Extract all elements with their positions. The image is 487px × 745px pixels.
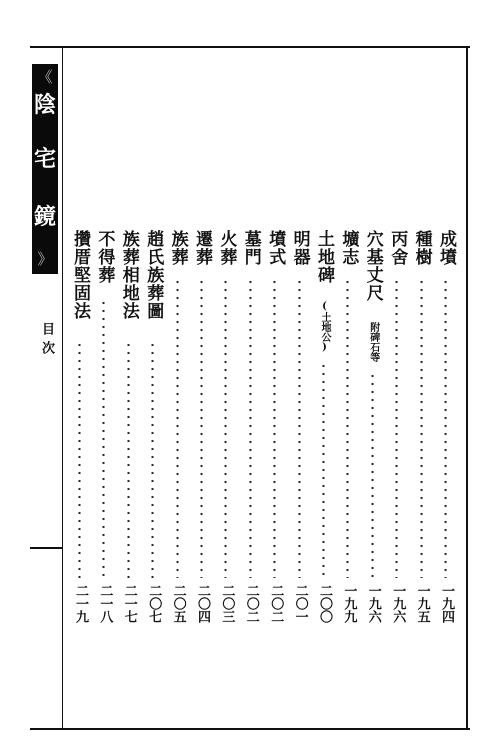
book-title-block — [32, 64, 58, 274]
toc-entry[interactable] — [338, 230, 358, 640]
toc-leader-dots — [78, 341, 81, 578]
toc-entry[interactable] — [119, 230, 139, 640]
toc-leader-dots — [176, 278, 179, 578]
toc-entry[interactable] — [143, 230, 163, 640]
toc-entry-page-number: 二〇二 — [268, 584, 284, 623]
toc-leader-dots — [444, 278, 447, 578]
toc-entry-title: 明器 — [289, 230, 310, 266]
toc-entry-title: 種樹 — [411, 230, 432, 266]
toc-leader-dots — [346, 278, 349, 578]
toc-entry-page-number: 二〇四 — [195, 584, 210, 623]
toc-leader-dots — [224, 278, 227, 578]
toc-entry-page-number: 二一七 — [121, 584, 137, 623]
toc-entry-title: 族葬 — [167, 230, 188, 266]
toc-entry[interactable] — [192, 230, 212, 640]
toc-leader-dots — [200, 278, 203, 578]
toc-entry-page-number: 一九五 — [414, 584, 430, 623]
toc-leader-dots — [273, 278, 276, 578]
toc-entry[interactable] — [387, 230, 407, 640]
toc-entry[interactable] — [168, 230, 188, 640]
toc-leader-dots — [151, 341, 154, 578]
toc-entry-title: 成墳 — [436, 230, 456, 266]
toc-leader-dots — [420, 278, 423, 578]
toc-entry-title: 壙志 — [338, 230, 359, 266]
toc-leader-dots — [127, 341, 130, 578]
toc-entry[interactable] — [412, 230, 432, 640]
top-rule — [30, 46, 470, 48]
toc-entry-title: 不得葬 — [94, 230, 115, 284]
section-label: 目次 — [39, 322, 54, 360]
toc-entry-title: 穴基丈尺 — [362, 230, 383, 302]
toc-entry-page-number: 二〇七 — [146, 584, 162, 623]
toc-entry-page-number: 二〇二 — [243, 584, 259, 623]
title-char-1: 陰 — [33, 92, 56, 118]
toc-entry[interactable] — [436, 230, 456, 640]
toc-leader-dots — [249, 278, 252, 578]
bottom-rule — [30, 728, 470, 730]
toc-entry-title: 趙氏族葬圖 — [143, 230, 164, 320]
title-char-3: 鏡 — [33, 204, 56, 230]
toc-entry-page-number: 二〇三 — [219, 584, 235, 623]
side-tick — [30, 547, 62, 549]
toc-entry-page-number: 二〇五 — [170, 584, 186, 623]
toc-leader-dots — [371, 372, 374, 578]
close-title-mark: 》 — [37, 250, 53, 268]
toc-entry-title: 丙舍 — [387, 230, 408, 266]
title-char-2: 宅 — [33, 146, 56, 172]
toc-entry[interactable] — [216, 230, 236, 640]
toc-entry[interactable] — [290, 230, 310, 640]
toc-entry-title: 遷葬 — [192, 230, 212, 266]
toc-entry-title: 墳式 — [265, 230, 286, 266]
toc-entry-page-number: 二一八 — [97, 584, 113, 623]
page-right-edge — [466, 46, 468, 730]
open-title-mark: 《 — [37, 68, 53, 86]
toc-entry-note: (土地公) — [319, 301, 330, 353]
spine-divider — [62, 46, 63, 730]
toc-entry-page-number: 二〇一 — [292, 584, 308, 623]
toc-entry-page-number: 一九四 — [439, 584, 454, 623]
toc-entry[interactable] — [241, 230, 261, 640]
toc-leader-dots — [298, 278, 301, 578]
toc-leader-dots — [102, 299, 105, 578]
toc-entry-page-number: 一九六 — [365, 584, 381, 623]
toc-entry-title: 土地碑 — [314, 230, 334, 284]
toc-entry-title: 族葬相地法 — [118, 230, 139, 320]
toc-entry-page-number: 一九九 — [341, 584, 357, 623]
toc-entry[interactable] — [94, 230, 114, 640]
toc-entry-page-number: 二〇〇 — [317, 584, 332, 623]
toc-entry-title: 火葬 — [216, 230, 237, 266]
toc-entry[interactable] — [265, 230, 285, 640]
toc-entry[interactable] — [363, 230, 383, 640]
toc-entry-page-number: 二一九 — [73, 584, 88, 623]
toc-entry-note: 附碑石等 — [367, 322, 379, 362]
toc-leader-dots — [395, 278, 398, 578]
toc-entry[interactable] — [70, 230, 90, 640]
toc-entry-title: 攢厝堅固法 — [70, 230, 90, 320]
toc-entry-title: 墓門 — [240, 230, 261, 266]
toc-entry-page-number: 一九六 — [390, 584, 406, 623]
toc-entry[interactable] — [314, 230, 334, 640]
toc-leader-dots — [322, 362, 325, 578]
